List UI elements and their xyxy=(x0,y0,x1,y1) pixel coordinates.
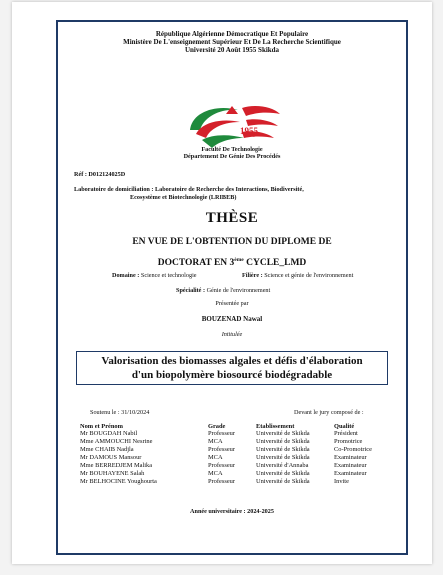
filiere-field: Filière : Science et génie de l'environnement xyxy=(242,272,354,279)
page-border-frame xyxy=(56,20,408,555)
presented-by-label: Présentée par xyxy=(215,300,249,307)
jury-row: Mme CHAIB Nadjla Professeur Université de Skikda Co-Promotrice xyxy=(80,446,372,453)
logo-year: 1955 xyxy=(240,126,258,136)
these-title: THÈSE xyxy=(205,210,259,226)
faculty-name: Faculté De Technologie xyxy=(201,146,263,153)
domaine-field: Domaine : Science et technologie xyxy=(112,272,197,279)
header-university: Université 20 Août 1955 Skikda xyxy=(184,46,280,54)
department-name: Département De Génie Des Procédés xyxy=(183,153,281,160)
document-page xyxy=(12,2,432,564)
laboratory-block xyxy=(74,186,394,194)
header-republic: République Algérienne Démocratique Et Populaire xyxy=(155,30,309,38)
defense-date: Soutenu le : 31/10/2024 xyxy=(90,409,150,416)
reference-code: Réf : D012124025D xyxy=(74,171,126,178)
jury-row: Mme BERREDJEM Malika Professeur Université d'Annaba Examinateur xyxy=(80,462,367,469)
academic-year: Année universitaire : 2024-2025 xyxy=(190,508,274,515)
diploma-line1: EN VUE DE L'OBTENTION DU DIPLOME DE xyxy=(132,237,332,247)
entitled-label: Intitulée xyxy=(221,331,243,338)
jury-row: Mr DAMOUS Mansour MCA Université de Skikda Examinateur xyxy=(80,454,367,461)
jury-row: Mr BOUHAYENE Salah MCA Université de Skikda Examinateur xyxy=(80,470,367,477)
jury-row: Mme AMMOUCHI Nesrine MCA Université de Skikda Promotrice xyxy=(80,438,363,445)
specialite-field: Spécialité : Génie de l'environnement xyxy=(176,287,271,294)
thesis-topic-line2: d'un biopolymère biosourcé biodégradable xyxy=(131,368,333,381)
diploma-line2: DOCTORAT EN 3ème CYCLE_LMD xyxy=(157,257,307,269)
author-name: BOUZENAD Nawal xyxy=(201,315,263,323)
thesis-topic-line1: Valorisation des biomasses algales et défis d'élaboration xyxy=(101,355,363,367)
jury-header-row: Nom et Prénom Grade Etablissement Qualité xyxy=(80,423,355,430)
laboratory-line2: Ecosystème et Biotechnologie (LRIBEB) xyxy=(130,194,237,201)
laboratory-label: Laboratoire de domiciliation : xyxy=(74,186,154,193)
jury-row: Mr BELHOCINE Youghourta Professeur Université de Skikda Invite xyxy=(80,478,349,485)
jury-row: Mr BOUGDAH Nabil Professeur Université de Skikda Président xyxy=(80,430,358,437)
jury-intro: Devant le jury composé de : xyxy=(294,409,364,416)
university-logo-icon xyxy=(182,94,286,152)
header-ministry: Ministère De L'enseignement Supérieur Et De La Recherche Scientifique xyxy=(123,38,341,46)
laboratory-line1: Laboratoire de Recherche des Interactions, Biodiversité, xyxy=(155,186,304,193)
thesis-topic-box xyxy=(76,351,388,385)
